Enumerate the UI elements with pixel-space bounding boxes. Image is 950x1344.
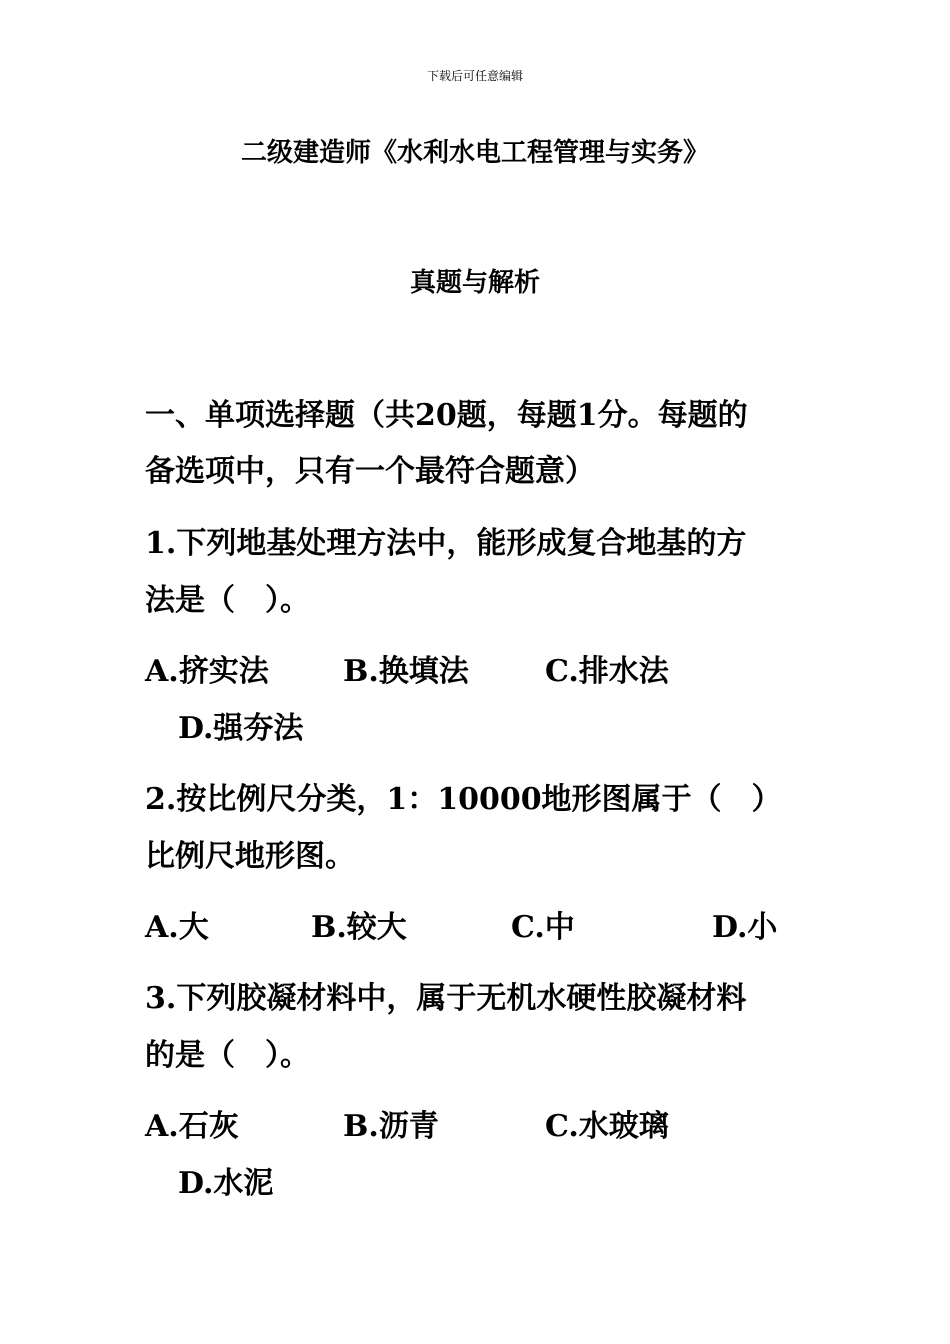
question-1-option-b: B.换填法 (343, 654, 469, 689)
question-2-line-2: 比例尺地形图。 (145, 839, 355, 874)
question-1-option-c: C.排水法 (545, 654, 669, 689)
question-3-option-d: D.水泥 (178, 1166, 274, 1201)
section-heading-line-2: 备选项中，只有一个最符合题意） (145, 454, 595, 489)
question-3-option-a: A.石灰 (145, 1109, 239, 1144)
question-3-option-c: C.水玻璃 (545, 1109, 669, 1144)
question-3-line-2: 的是（ ）。 (145, 1038, 310, 1073)
document-title: 二级建造师《水利水电工程管理与实务》 (240, 138, 709, 168)
question-3-option-b: B.沥青 (343, 1109, 439, 1144)
page-header-note: 下载后可任意编辑 (426, 69, 523, 83)
question-1-line-1: 1.下列地基处理方法中，能形成复合地基的方 (145, 526, 747, 561)
question-2-option-a: A.大 (145, 910, 209, 945)
question-1-line-2: 法是（ ）。 (145, 583, 310, 618)
question-1-option-d: D.强夯法 (178, 711, 304, 746)
document-subtitle: 真题与解析 (409, 268, 540, 298)
question-3-line-1: 3.下列胶凝材料中，属于无机水硬性胶凝材料 (145, 981, 747, 1016)
question-2-line-1: 2.按比例尺分类，1：10000地形图属于（ ） (145, 782, 782, 817)
section-heading-line-1: 一、单项选择题（共20题，每题1分。每题的 (145, 398, 748, 433)
question-1-option-a: A.挤实法 (145, 654, 269, 689)
question-2-option-c: C.中 (511, 910, 575, 945)
question-2-option-b: B.较大 (311, 910, 407, 945)
question-2-option-d: D.小 (712, 910, 778, 945)
